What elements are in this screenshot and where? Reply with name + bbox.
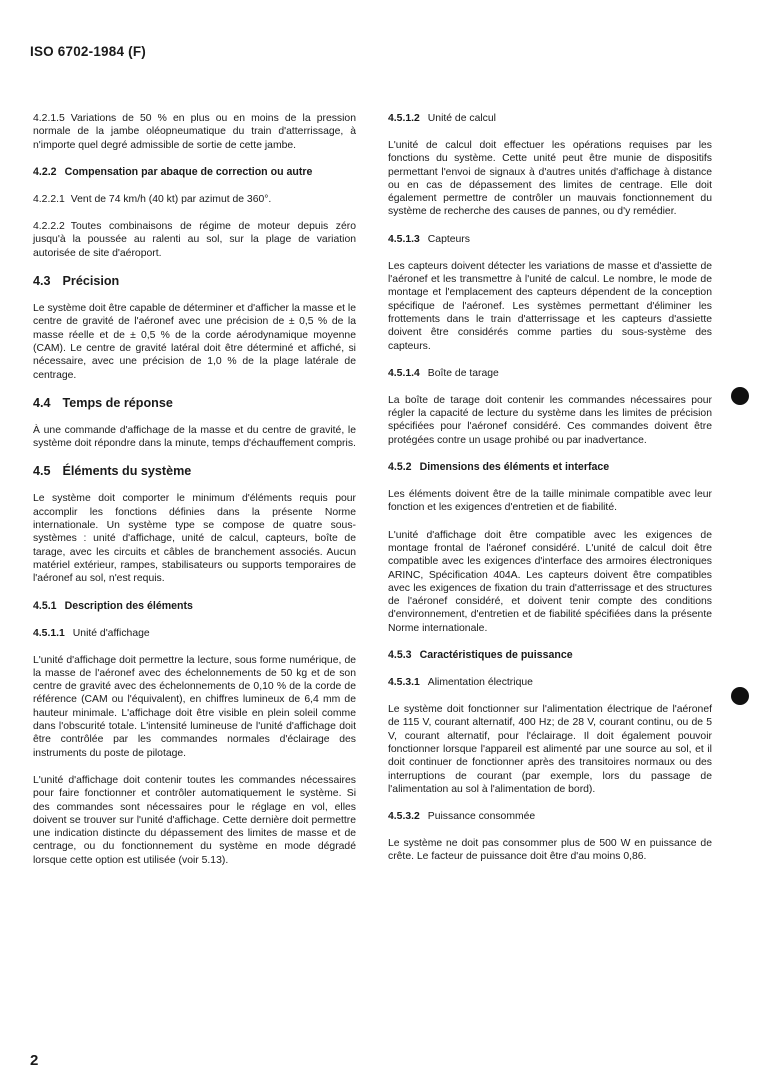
heading-number: 4.5.1 (33, 599, 57, 612)
heading-4-5-1-2 (388, 112, 712, 125)
heading-title: Capteurs (427, 233, 470, 245)
paragraph-4-5-1-1-b: L'unité d'affichage doit contenir toutes les commandes nécessaires pour faire fonctionner et contrôler automatiquement le système. Si des commandes sont nécessaires pour le réglage en vol, elles doivent se trouver sur l'unité d'affichage. Cette dernière doit permettre une indication distincte du dépassement des limites de masse et de centrage, ou du fonctionnement du système en mode dégradé lorsque cette option est utilisée (voir 5.13). (33, 774, 356, 866)
heading-number: 4.5.2 (388, 461, 412, 474)
clause-number: 4.2.2.2 (33, 221, 65, 233)
paragraph-4-3: Le système doit être capable de déterminer et d'afficher la masse et le centre de gravité de l'aéronef avec une précision de ± 0,5 % de la masse réelle et de ± 0,5 % de la corde aérodynamique moyenne (CAM). Le centre de gravité latéral doit être déterminé et affiché, si nécessaire, avec une précision de 1,0 % de la plage latérale de centrage. (33, 303, 356, 381)
heading-number: 4.5.1.1 (33, 627, 65, 639)
heading-title: Dimensions des éléments et interface (419, 461, 610, 474)
clause-4-2-2-2 (33, 220, 356, 260)
heading-4-4 (33, 396, 356, 411)
heading-title: Boîte de tarage (427, 367, 499, 379)
heading-4-5-3-2 (388, 810, 712, 823)
clause-text: Toutes combinaisons de régime de moteur depuis zéro jusqu'à la poussée au ralenti au sol, sur la plage de variation autorisée de site d'aéroport. (33, 221, 356, 259)
heading-title: Éléments du système (62, 464, 192, 479)
heading-number: 4.5.1.4 (388, 367, 420, 379)
heading-number: 4.5.3.1 (388, 677, 420, 689)
heading-4-5-1-3 (388, 233, 712, 246)
heading-title: Unité d'affichage (72, 627, 150, 639)
heading-title: Unité de calcul (427, 113, 496, 124)
left-column (33, 112, 356, 881)
heading-number: 4.2.2 (33, 165, 57, 178)
heading-number: 4.4 (33, 395, 51, 410)
heading-4-2-2 (33, 166, 356, 179)
clause-text: Vent de 74 km/h (40 kt) par azimut de 360°. (70, 193, 272, 205)
heading-4-3 (33, 274, 356, 289)
paragraph-4-5-1-3: Les capteurs doivent détecter les variations de masse et d'assiette de l'aéronef et les transmettre à l'unité de calcul. Le nombre, le mode de montage et l'emplacement des capteurs dépendent de la conception spécifique de l'aéronef. Les systèmes permettant d'éliminer les frottements dans le train d'atterrissage et les capteurs d'assiette doivent être considérés comme parties du sous-système des capteurs. (388, 260, 712, 352)
paragraph-4-5-1-1-a: L'unité d'affichage doit permettre la lecture, sous forme numérique, de la masse de l'aéronef avec des échelonnements de 50 kg et de son centre de gravité avec des échelonnements de 0,10 % de la corde de référence (CAM ou l'équivalent), en chiffres lumineux de 6,4 mm de hauteur minimale. L'affichage doit être visible en plein soleil comme dans l'obscurité totale. L'intensité lumineuse de l'unité d'affichage doit être contrôlée par les commandes normales d'éclairage des instruments du poste de pilotage. (33, 654, 356, 759)
heading-title: Puissance consommée (427, 811, 536, 823)
paragraph-4-4: À une commande d'affichage de la masse et du centre de gravité, le système doit répondre dans la minute, temps d'échauffement compris. (33, 424, 356, 450)
paragraph-4-5: Le système doit comporter le minimum d'éléments requis pour accomplir les fonctions définies dans la présente Norme internationale. Un système type se compose de quatre sous-systèmes : unité d'affichage, unité de calcul, capteurs, boîte de tarage, avec les circuits et câbles de branchement associés. Aucun matériel extérieur, rampes, stabilisateurs ou supports temporaires de l'aéronef au sol, n'est requis. (33, 493, 356, 585)
heading-4-5-1 (33, 600, 356, 613)
change-marker-bullet (731, 387, 749, 405)
heading-title: Description des éléments (64, 599, 193, 612)
heading-number: 4.5.3 (388, 649, 412, 662)
heading-number: 4.5.1.3 (388, 233, 420, 245)
heading-number: 4.5 (33, 464, 51, 479)
clause-4-2-1-5 (33, 112, 356, 152)
heading-4-5-3 (388, 649, 712, 662)
paragraph-4-5-2-b: L'unité d'affichage doit être compatible avec les exigences de montage frontal de l'aéronef considéré. L'unité de calcul doit être compatible avec les exigences d'interface des armoires électroniques ARINC, Spécification 404A. Les capteurs doivent être compatibles avec les exigences de fixation du train d'atterrissage et des structures de l'aéronef considéré, et doivent tenir compte des conditions d'environnement, d'entretien et de fiabilité spécifiées dans la présente Norme internationale. (388, 529, 712, 634)
heading-title: Caractéristiques de puissance (419, 649, 573, 662)
heading-title: Temps de réponse (62, 395, 173, 410)
heading-4-5-2 (388, 461, 712, 474)
heading-title: Précision (62, 274, 120, 289)
heading-4-5-1-1 (33, 627, 356, 640)
paragraph-4-5-1-2: L'unité de calcul doit effectuer les opérations requises par les fonctions du système. Cette unité peut être munie de dispositifs permettant l'envoi de signaux à d'autres unités d'affichage à distance ou en cas de dépassement des limites de centrage. Elle doit également permettre de contrôler un mauvais fonctionnement du système de recherche des causes de pannes, ou d'y remédier. (388, 140, 712, 218)
page-number: 2 (30, 1052, 39, 1069)
right-column (388, 112, 712, 878)
paragraph-4-5-3-1: Le système doit fonctionner sur l'alimentation électrique de l'aéronef de 115 V, courant alternatif, 400 Hz; de 28 V, courant continu, ou de 5 V, courant alternatif, pour l'éclairage. Il doit également pouvoir fonctionner lorsque l'appareil est alimenté par une source au sol, et il doit continuer de fonctionner après des transitoires normaux ou des interruptions de courant (par exemple, lors du passage de l'alimentation au sol à l'alimentation de bord). (388, 704, 712, 795)
clause-number: 4.2.1.5 (33, 113, 65, 124)
heading-4-5-3-1 (388, 676, 712, 689)
heading-title: Compensation par abaque de correction ou autre (64, 165, 313, 178)
paragraph-4-5-2-a: Les éléments doivent être de la taille minimale compatible avec leur fonction et les exigences d'entretien et de fiabilité. (388, 489, 712, 514)
heading-number: 4.5.1.2 (388, 113, 420, 124)
heading-title: Alimentation électrique (427, 677, 533, 689)
document-header: ISO 6702-1984 (F) (30, 44, 146, 59)
heading-4-5 (33, 464, 356, 479)
heading-number: 4.5.3.2 (388, 811, 420, 823)
heading-number: 4.3 (33, 274, 51, 289)
paragraph-4-5-1-4: La boîte de tarage doit contenir les commandes nécessaires pour régler la capacité de lecture du système dans les limites de précision spécifiées pour l'aéronef considéré. Ces commandes doivent être protégées contre un usage prohibé ou par inadvertance. (388, 394, 712, 446)
heading-4-5-1-4 (388, 367, 712, 380)
clause-text: Variations de 50 % en plus ou en moins de la pression normale de la jambe oléopneumatique du train d'atterrissage, à n'importe quel degré admissible de sortie de cette jambe. (33, 113, 356, 151)
change-marker-bullet (731, 687, 749, 705)
clause-number: 4.2.2.1 (33, 193, 65, 205)
paragraph-4-5-3-2: Le système ne doit pas consommer plus de 500 W en puissance de crête. Le facteur de puissance doit être d'au moins 0,86. (388, 838, 712, 863)
clause-4-2-2-1 (33, 193, 356, 206)
